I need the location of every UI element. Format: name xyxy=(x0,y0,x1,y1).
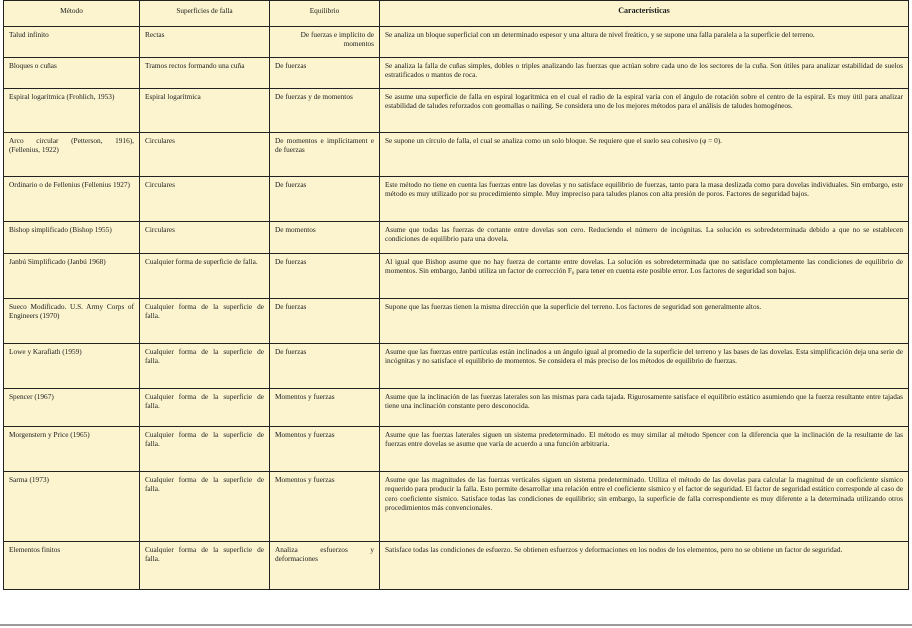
cell-surface: Cualquier forma de la superficie de falla. xyxy=(140,542,270,590)
cell-characteristics: Este método no tiene en cuenta las fuerzas entre las dovelas y no satisface equilibrio de fuerzas, tanto para la masa deslizada como para dovelas individuales. Sin embargo, este método es muy utilizado por su procedimiento simple. Muy impreciso para taludes planos con alta presión de poros. Factores de seguridad bajos. xyxy=(380,177,909,222)
cell-surface: Circulares xyxy=(140,177,270,222)
cell-method: Sueco Modificado. U.S. Army Corps of Engineers (1970) xyxy=(4,299,140,344)
cell-equilibrium: De fuerzas xyxy=(270,299,380,344)
cell-equilibrium: De fuerzas xyxy=(270,58,380,89)
cell-method: Bishop simplificado (Bishop 1955) xyxy=(4,222,140,254)
cell-method: Bloques o cuñas xyxy=(4,58,140,89)
table-row xyxy=(4,133,909,177)
cell-surface: Circulares xyxy=(140,133,270,177)
cell-surface: Cualquier forma de la superficie de falla. xyxy=(140,427,270,472)
cell-equilibrium xyxy=(270,27,380,58)
cell-surface: Circulares xyxy=(140,222,270,254)
table-row xyxy=(4,389,909,427)
cell-characteristics: Se analiza un bloque superficial con un determinado espesor y una altura de nivel freático, y se supone una falla paralela a la superficie del terreno. xyxy=(380,27,909,58)
cell-method: Spencer (1967) xyxy=(4,389,140,427)
cell-surface: Tramos rectos formando una cuña xyxy=(140,58,270,89)
cell-characteristics: Se asume una superficie de falla en espiral logarítmica en el cual el radio de la espiral varía con el ángulo de rotación sobre el centro de la espiral. Es muy útil para analizar estabilidad de taludes reforzados con geomallas o nailing. Se considera uno de los mejores métodos para el análisis de taludes homogéneos. xyxy=(380,89,909,133)
header-method: Método xyxy=(4,1,140,27)
cell-surface: Cualquier forma de la superficie de falla. xyxy=(140,299,270,344)
cell-equilibrium: Momentos y fuerzas xyxy=(270,389,380,427)
cell-equilibrium: De fuerzas xyxy=(270,344,380,389)
cell-equilibrium: De momentos xyxy=(270,222,380,254)
cell-method: Sarma (1973) xyxy=(4,472,140,542)
cell-equilibrium: De momentos e implícitament e de fuerzas xyxy=(270,133,380,177)
cell-equilibrium: Momentos y fuerzas xyxy=(270,427,380,472)
cell-characteristics: Se supone un círculo de falla, el cual se analiza como un solo bloque. Se requiere que el suelo sea cohesivo (φ = 0). xyxy=(380,133,909,177)
cell-method: Janbú Simplificado (Janbú 1968) xyxy=(4,254,140,299)
table-row xyxy=(4,344,909,389)
cell-equilibrium: De fuerzas xyxy=(270,177,380,222)
header-equilibrium: Equilibrio xyxy=(270,1,380,27)
cell-characteristics: Supone que las fuerzas tienen la misma dirección que la superficie del terreno. Los factores de seguridad son generalmente altos. xyxy=(380,299,909,344)
cell-equilibrium: Momentos y fuerzas xyxy=(270,472,380,542)
page-bottom-rule xyxy=(0,624,912,626)
cell-method: Arco circular (Petterson, 1916), (Fellenius, 1922) xyxy=(4,133,140,177)
cell-method: Ordinario o de Fellenius (Fellenius 1927) xyxy=(4,177,140,222)
slope-stability-methods-table xyxy=(3,0,909,590)
header-surface: Superficies de falla xyxy=(140,1,270,27)
cell-surface: Cualquier forma de la superficie de falla. xyxy=(140,344,270,389)
cell-characteristics: Satisface todas las condiciones de esfuerzo. Se obtienen esfuerzos y deformaciones en los nodos de los elementos, pero no se obtiene un factor de seguridad. xyxy=(380,542,909,590)
cell-method: Espiral logarítmica (Frohlich, 1953) xyxy=(4,89,140,133)
cell-characteristics: Se analiza la falla de cuñas simples, dobles o triples analizando las fuerzas que actúan sobre cada uno de los sectores de la cuña. Son útiles para analizar estabilidad de suelos estratificados o mantos de roca. xyxy=(380,58,909,89)
cell-characteristics: Al igual que Bishop asume que no hay fuerza de cortante entre dovelas. La solución es sobredeterminada que no satisface completamente las condiciones de equilibrio de momentos. Sin embargo, Janbú utiliza un factor de corrección F₀ para tener en cuenta este posible error. Los factores de seguridad son bajos. xyxy=(380,254,909,299)
cell-characteristics: Asume que las fuerzas entre partículas están inclinados a un ángulo igual al promedio de la superficie del terreno y las bases de las dovelas. Esta simplificación deja una serie de incógnitas y no satisface el equilibrio de momentos. Se considera el más preciso de los métodos de equilibrio de fuerzas. xyxy=(380,344,909,389)
cell-equilibrium-text: De fuerzas e implícito de momentos xyxy=(300,30,374,49)
cell-surface: Rectas xyxy=(140,27,270,58)
cell-surface: Espiral logarítmica xyxy=(140,89,270,133)
table-row xyxy=(4,299,909,344)
cell-characteristics: Asume que todas las fuerzas de cortante entre dovelas son cero. Reduciendo el número de incógnitas. La solución es sobredeterminada debido a que no se establecen condiciones de equilibrio para una dovela. xyxy=(380,222,909,254)
cell-method: Elementos finitos xyxy=(4,542,140,590)
cell-characteristics: Asume que las fuerzas laterales siguen un sistema predeterminado. El método es muy similar al método Spencer con la diferencia que la inclinación de la resultante de las fuerzas entre dovelas se asume que varía de acuerdo a una función arbitraria. xyxy=(380,427,909,472)
cell-equilibrium: Analiza esfuerzos y deformaciones xyxy=(270,542,380,590)
header-characteristics: Características xyxy=(380,1,909,27)
cell-surface: Cualquier forma de superficie de falla. xyxy=(140,254,270,299)
table-row xyxy=(4,254,909,299)
table-row xyxy=(4,542,909,590)
cell-characteristics: Asume que la inclinación de las fuerzas laterales son las mismas para cada tajada. Rigurosamente satisface el equilibrio estático asumiendo que la fuerza resultante entre tajadas tiene una inclinación constante pero desconocida. xyxy=(380,389,909,427)
table-row xyxy=(4,472,909,542)
table-row xyxy=(4,89,909,133)
cell-surface: Cualquier forma de la superficie de falla. xyxy=(140,389,270,427)
cell-equilibrium: De fuerzas y de momentos xyxy=(270,89,380,133)
table-row xyxy=(4,222,909,254)
table-row xyxy=(4,58,909,89)
table-row xyxy=(4,177,909,222)
table-row xyxy=(4,27,909,58)
table-row xyxy=(4,427,909,472)
cell-equilibrium: De fuerzas xyxy=(270,254,380,299)
cell-method: Morgenstern y Price (1965) xyxy=(4,427,140,472)
table-header-row xyxy=(4,1,909,27)
cell-surface: Cualquier forma de la superficie de falla. xyxy=(140,472,270,542)
cell-method: Lowe y Karafiath (1959) xyxy=(4,344,140,389)
cell-method: Talud infinito xyxy=(4,27,140,58)
cell-characteristics: Asume que las magnitudes de las fuerzas verticales siguen un sistema predeterminado. Utiliza el método de las dovelas para calcular la magnitud de un coeficiente sísmico requerido para producir la falla. Esto permite desarrollar una relación entre el coeficiente sísmico y el factor de seguridad. El factor de seguridad estático corresponde al caso de cero coeficiente sísmico. Satisface todas las condiciones de equilibrio; sin embargo, la superficie de falla correspondiente es muy diferente a la determinada utilizando otros procedimientos más convencionales. xyxy=(380,472,909,542)
